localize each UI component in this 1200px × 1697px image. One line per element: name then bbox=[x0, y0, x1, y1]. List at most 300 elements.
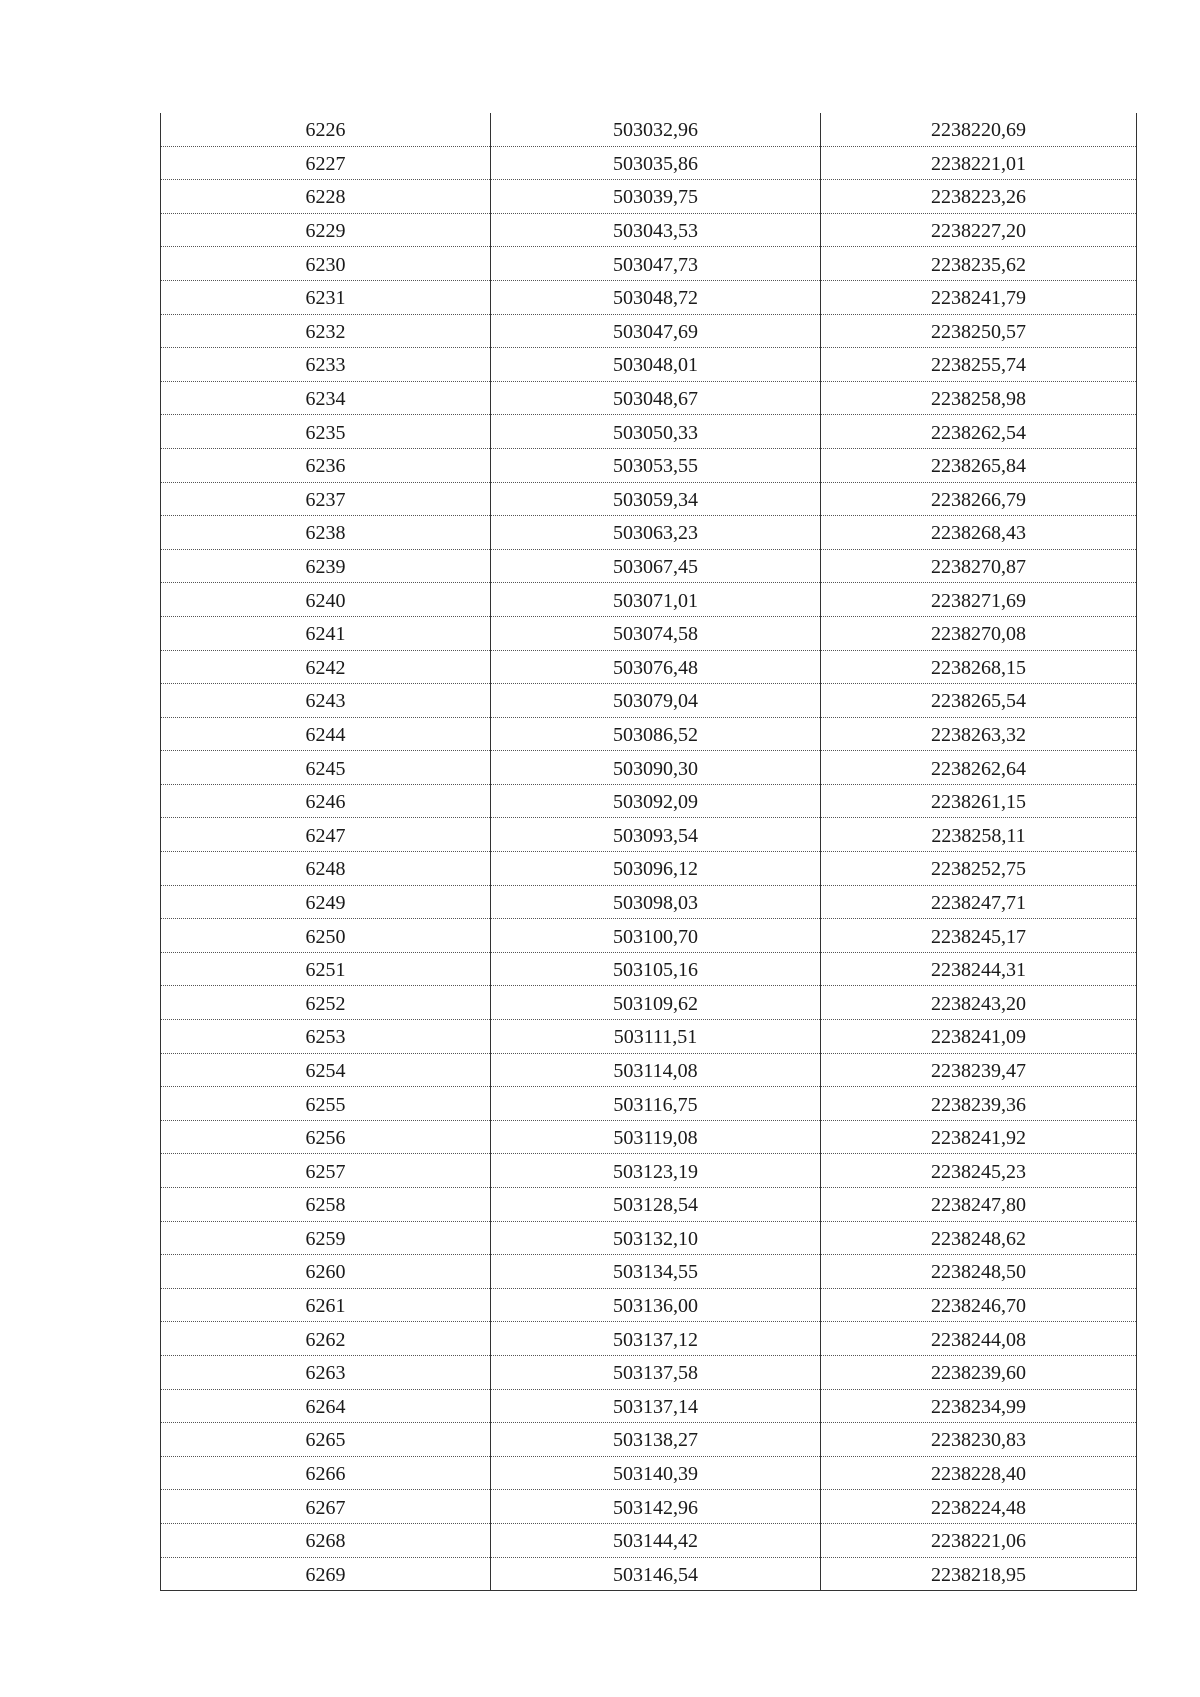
x-coordinate-cell bbox=[491, 818, 821, 852]
table-row bbox=[161, 1322, 1137, 1356]
y-coordinate-cell bbox=[821, 616, 1137, 650]
y-coordinate-value: 2238250,57 bbox=[931, 320, 1026, 343]
y-coordinate-value: 2238271,69 bbox=[931, 589, 1026, 612]
point-number-value: 6240 bbox=[305, 589, 346, 612]
x-coordinate-value: 503092,09 bbox=[613, 791, 698, 814]
point-number-cell bbox=[161, 516, 491, 550]
point-number-cell bbox=[161, 952, 491, 986]
y-coordinate-cell bbox=[821, 415, 1137, 449]
x-coordinate-cell bbox=[491, 1053, 821, 1087]
x-coordinate-cell bbox=[491, 1154, 821, 1188]
y-coordinate-value: 2238262,64 bbox=[931, 757, 1026, 780]
x-coordinate-cell bbox=[491, 381, 821, 415]
point-number-value: 6234 bbox=[305, 388, 346, 411]
x-coordinate-value: 503039,75 bbox=[613, 186, 698, 209]
y-coordinate-cell bbox=[821, 482, 1137, 516]
y-coordinate-value: 2238268,43 bbox=[931, 522, 1026, 545]
x-coordinate-cell bbox=[491, 616, 821, 650]
y-coordinate-cell bbox=[821, 717, 1137, 751]
x-coordinate-value: 503067,45 bbox=[613, 556, 698, 579]
y-coordinate-cell bbox=[821, 650, 1137, 684]
x-coordinate-cell bbox=[491, 213, 821, 247]
y-coordinate-cell bbox=[821, 1355, 1137, 1389]
point-number-cell bbox=[161, 146, 491, 180]
x-coordinate-cell bbox=[491, 1490, 821, 1524]
table-row bbox=[161, 549, 1137, 583]
y-coordinate-value: 2238230,83 bbox=[931, 1429, 1026, 1452]
x-coordinate-cell bbox=[491, 1087, 821, 1121]
y-coordinate-value: 2238262,54 bbox=[931, 421, 1026, 444]
y-coordinate-value: 2238235,62 bbox=[931, 253, 1026, 276]
point-number-cell bbox=[161, 1053, 491, 1087]
x-coordinate-cell bbox=[491, 1389, 821, 1423]
y-coordinate-cell bbox=[821, 1188, 1137, 1222]
point-number-value: 6229 bbox=[305, 220, 346, 243]
x-coordinate-cell bbox=[491, 113, 821, 146]
point-number-cell bbox=[161, 1322, 491, 1356]
y-coordinate-cell bbox=[821, 213, 1137, 247]
table-row bbox=[161, 1120, 1137, 1154]
y-coordinate-cell bbox=[821, 146, 1137, 180]
point-number-cell bbox=[161, 1221, 491, 1255]
y-coordinate-cell bbox=[821, 1456, 1137, 1490]
x-coordinate-value: 503048,01 bbox=[613, 354, 698, 377]
x-coordinate-value: 503128,54 bbox=[613, 1194, 698, 1217]
point-number-value: 6241 bbox=[305, 623, 346, 646]
x-coordinate-cell bbox=[491, 1288, 821, 1322]
point-number-cell bbox=[161, 1255, 491, 1289]
point-number-value: 6265 bbox=[305, 1429, 346, 1452]
x-coordinate-value: 503123,19 bbox=[613, 1160, 698, 1183]
point-number-cell bbox=[161, 180, 491, 214]
point-number-cell bbox=[161, 885, 491, 919]
point-number-value: 6250 bbox=[305, 925, 346, 948]
y-coordinate-cell bbox=[821, 314, 1137, 348]
point-number-value: 6237 bbox=[305, 488, 346, 511]
y-coordinate-cell bbox=[821, 549, 1137, 583]
table-row bbox=[161, 1557, 1137, 1591]
point-number-value: 6266 bbox=[305, 1463, 346, 1486]
y-coordinate-value: 2238218,95 bbox=[931, 1563, 1026, 1586]
x-coordinate-value: 503137,14 bbox=[613, 1395, 698, 1418]
point-number-cell bbox=[161, 1087, 491, 1121]
point-number-value: 6252 bbox=[305, 992, 346, 1015]
x-coordinate-cell bbox=[491, 852, 821, 886]
table-row bbox=[161, 684, 1137, 718]
table-row bbox=[161, 616, 1137, 650]
x-coordinate-value: 503047,73 bbox=[613, 253, 698, 276]
y-coordinate-cell bbox=[821, 1322, 1137, 1356]
x-coordinate-value: 503116,75 bbox=[613, 1093, 698, 1116]
table-row bbox=[161, 1255, 1137, 1289]
y-coordinate-value: 2238239,60 bbox=[931, 1362, 1026, 1385]
point-number-value: 6261 bbox=[305, 1295, 346, 1318]
coordinates-table-body bbox=[161, 113, 1137, 1591]
point-number-value: 6230 bbox=[305, 253, 346, 276]
point-number-value: 6267 bbox=[305, 1496, 346, 1519]
x-coordinate-cell bbox=[491, 180, 821, 214]
point-number-cell bbox=[161, 448, 491, 482]
x-coordinate-cell bbox=[491, 1355, 821, 1389]
y-coordinate-value: 2238248,62 bbox=[931, 1227, 1026, 1250]
table-row bbox=[161, 381, 1137, 415]
point-number-value: 6262 bbox=[305, 1328, 346, 1351]
x-coordinate-value: 503063,23 bbox=[613, 522, 698, 545]
x-coordinate-value: 503119,08 bbox=[613, 1127, 698, 1150]
point-number-cell bbox=[161, 247, 491, 281]
y-coordinate-value: 2238261,15 bbox=[931, 791, 1026, 814]
point-number-value: 6268 bbox=[305, 1530, 346, 1553]
x-coordinate-value: 503144,42 bbox=[613, 1530, 698, 1553]
point-number-cell bbox=[161, 852, 491, 886]
point-number-cell bbox=[161, 1120, 491, 1154]
table-row bbox=[161, 717, 1137, 751]
y-coordinate-value: 2238258,11 bbox=[931, 824, 1026, 847]
table-row bbox=[161, 415, 1137, 449]
y-coordinate-value: 2238266,79 bbox=[931, 488, 1026, 511]
x-coordinate-value: 503071,01 bbox=[613, 589, 698, 612]
y-coordinate-cell bbox=[821, 818, 1137, 852]
point-number-cell bbox=[161, 717, 491, 751]
x-coordinate-cell bbox=[491, 1020, 821, 1054]
y-coordinate-cell bbox=[821, 919, 1137, 953]
x-coordinate-value: 503114,08 bbox=[613, 1059, 698, 1082]
y-coordinate-value: 2238265,54 bbox=[931, 690, 1026, 713]
table-row bbox=[161, 146, 1137, 180]
x-coordinate-value: 503090,30 bbox=[613, 757, 698, 780]
y-coordinate-value: 2238258,98 bbox=[931, 388, 1026, 411]
y-coordinate-cell bbox=[821, 1389, 1137, 1423]
x-coordinate-value: 503053,55 bbox=[613, 455, 698, 478]
table-row bbox=[161, 818, 1137, 852]
x-coordinate-value: 503111,51 bbox=[613, 1026, 698, 1049]
x-coordinate-cell bbox=[491, 1523, 821, 1557]
x-coordinate-value: 503137,12 bbox=[613, 1328, 698, 1351]
table-row bbox=[161, 751, 1137, 785]
y-coordinate-value: 2238248,50 bbox=[931, 1261, 1026, 1284]
y-coordinate-cell bbox=[821, 684, 1137, 718]
table-row bbox=[161, 516, 1137, 550]
point-number-value: 6242 bbox=[305, 656, 346, 679]
y-coordinate-value: 2238268,15 bbox=[931, 656, 1026, 679]
y-coordinate-value: 2238246,70 bbox=[931, 1295, 1026, 1318]
point-number-value: 6232 bbox=[305, 320, 346, 343]
x-coordinate-cell bbox=[491, 247, 821, 281]
y-coordinate-cell bbox=[821, 885, 1137, 919]
table-row bbox=[161, 583, 1137, 617]
y-coordinate-value: 2238252,75 bbox=[931, 858, 1026, 881]
y-coordinate-cell bbox=[821, 1020, 1137, 1054]
y-coordinate-value: 2238224,48 bbox=[931, 1496, 1026, 1519]
y-coordinate-value: 2238247,80 bbox=[931, 1194, 1026, 1217]
point-number-cell bbox=[161, 1523, 491, 1557]
table-row bbox=[161, 314, 1137, 348]
x-coordinate-value: 503093,54 bbox=[613, 824, 698, 847]
x-coordinate-cell bbox=[491, 314, 821, 348]
x-coordinate-cell bbox=[491, 1423, 821, 1457]
x-coordinate-cell bbox=[491, 684, 821, 718]
point-number-value: 6228 bbox=[305, 186, 346, 209]
point-number-value: 6255 bbox=[305, 1093, 346, 1116]
x-coordinate-cell bbox=[491, 146, 821, 180]
y-coordinate-cell bbox=[821, 113, 1137, 146]
x-coordinate-value: 503134,55 bbox=[613, 1261, 698, 1284]
table-row bbox=[161, 247, 1137, 281]
x-coordinate-value: 503086,52 bbox=[613, 723, 698, 746]
x-coordinate-value: 503050,33 bbox=[613, 421, 698, 444]
y-coordinate-value: 2238265,84 bbox=[931, 455, 1026, 478]
point-number-value: 6235 bbox=[305, 421, 346, 444]
point-number-cell bbox=[161, 583, 491, 617]
point-number-value: 6251 bbox=[305, 959, 346, 982]
point-number-value: 6233 bbox=[305, 354, 346, 377]
y-coordinate-cell bbox=[821, 1288, 1137, 1322]
table-row bbox=[161, 1020, 1137, 1054]
x-coordinate-cell bbox=[491, 650, 821, 684]
x-coordinate-value: 503137,58 bbox=[613, 1362, 698, 1385]
y-coordinate-cell bbox=[821, 280, 1137, 314]
table-row bbox=[161, 784, 1137, 818]
point-number-cell bbox=[161, 1456, 491, 1490]
point-number-value: 6243 bbox=[305, 690, 346, 713]
x-coordinate-value: 503048,72 bbox=[613, 287, 698, 310]
y-coordinate-value: 2238270,08 bbox=[931, 623, 1026, 646]
x-coordinate-cell bbox=[491, 1120, 821, 1154]
y-coordinate-value: 2238239,47 bbox=[931, 1059, 1026, 1082]
x-coordinate-value: 503142,96 bbox=[613, 1496, 698, 1519]
y-coordinate-cell bbox=[821, 986, 1137, 1020]
table-row bbox=[161, 919, 1137, 953]
x-coordinate-value: 503138,27 bbox=[613, 1429, 698, 1452]
y-coordinate-cell bbox=[821, 1523, 1137, 1557]
table-row bbox=[161, 1188, 1137, 1222]
point-number-cell bbox=[161, 381, 491, 415]
table-row bbox=[161, 1154, 1137, 1188]
point-number-cell bbox=[161, 1154, 491, 1188]
y-coordinate-cell bbox=[821, 952, 1137, 986]
point-number-cell bbox=[161, 1288, 491, 1322]
point-number-cell bbox=[161, 1490, 491, 1524]
point-number-value: 6238 bbox=[305, 522, 346, 545]
y-coordinate-value: 2238221,01 bbox=[931, 152, 1026, 175]
x-coordinate-value: 503074,58 bbox=[613, 623, 698, 646]
table-row bbox=[161, 113, 1137, 146]
y-coordinate-cell bbox=[821, 247, 1137, 281]
table-row bbox=[161, 1389, 1137, 1423]
x-coordinate-cell bbox=[491, 1188, 821, 1222]
x-coordinate-cell bbox=[491, 885, 821, 919]
x-coordinate-cell bbox=[491, 448, 821, 482]
y-coordinate-cell bbox=[821, 1255, 1137, 1289]
point-number-cell bbox=[161, 1355, 491, 1389]
y-coordinate-value: 2238245,23 bbox=[931, 1160, 1026, 1183]
x-coordinate-value: 503109,62 bbox=[613, 992, 698, 1015]
point-number-cell bbox=[161, 684, 491, 718]
y-coordinate-cell bbox=[821, 1154, 1137, 1188]
table-row bbox=[161, 852, 1137, 886]
x-coordinate-value: 503047,69 bbox=[613, 320, 698, 343]
x-coordinate-cell bbox=[491, 415, 821, 449]
y-coordinate-value: 2238244,08 bbox=[931, 1328, 1026, 1351]
point-number-value: 6256 bbox=[305, 1127, 346, 1150]
x-coordinate-value: 503146,54 bbox=[613, 1563, 698, 1586]
table-row bbox=[161, 180, 1137, 214]
point-number-value: 6236 bbox=[305, 455, 346, 478]
y-coordinate-value: 2238223,26 bbox=[931, 186, 1026, 209]
y-coordinate-value: 2238221,06 bbox=[931, 1530, 1026, 1553]
table-row bbox=[161, 1523, 1137, 1557]
x-coordinate-value: 503096,12 bbox=[613, 858, 698, 881]
x-coordinate-value: 503048,67 bbox=[613, 388, 698, 411]
y-coordinate-cell bbox=[821, 1490, 1137, 1524]
x-coordinate-cell bbox=[491, 482, 821, 516]
point-number-cell bbox=[161, 482, 491, 516]
point-number-value: 6254 bbox=[305, 1059, 346, 1082]
y-coordinate-value: 2238227,20 bbox=[931, 220, 1026, 243]
x-coordinate-value: 503079,04 bbox=[613, 690, 698, 713]
x-coordinate-cell bbox=[491, 1221, 821, 1255]
table-row bbox=[161, 482, 1137, 516]
x-coordinate-value: 503140,39 bbox=[613, 1463, 698, 1486]
y-coordinate-cell bbox=[821, 381, 1137, 415]
y-coordinate-cell bbox=[821, 448, 1137, 482]
y-coordinate-value: 2238234,99 bbox=[931, 1395, 1026, 1418]
x-coordinate-cell bbox=[491, 1322, 821, 1356]
point-number-value: 6269 bbox=[305, 1563, 346, 1586]
x-coordinate-value: 503098,03 bbox=[613, 891, 698, 914]
x-coordinate-cell bbox=[491, 919, 821, 953]
point-number-cell bbox=[161, 919, 491, 953]
point-number-value: 6226 bbox=[305, 119, 346, 142]
y-coordinate-cell bbox=[821, 583, 1137, 617]
y-coordinate-cell bbox=[821, 852, 1137, 886]
y-coordinate-cell bbox=[821, 1221, 1137, 1255]
y-coordinate-value: 2238245,17 bbox=[931, 925, 1026, 948]
x-coordinate-value: 503136,00 bbox=[613, 1295, 698, 1318]
table-row bbox=[161, 952, 1137, 986]
point-number-value: 6244 bbox=[305, 723, 346, 746]
y-coordinate-value: 2238241,92 bbox=[931, 1127, 1026, 1150]
point-number-cell bbox=[161, 751, 491, 785]
x-coordinate-cell bbox=[491, 549, 821, 583]
y-coordinate-value: 2238241,09 bbox=[931, 1026, 1026, 1049]
point-number-cell bbox=[161, 549, 491, 583]
y-coordinate-cell bbox=[821, 1423, 1137, 1457]
point-number-cell bbox=[161, 616, 491, 650]
x-coordinate-cell bbox=[491, 583, 821, 617]
y-coordinate-cell bbox=[821, 1087, 1137, 1121]
point-number-cell bbox=[161, 213, 491, 247]
y-coordinate-value: 2238220,69 bbox=[931, 119, 1026, 142]
table-row bbox=[161, 885, 1137, 919]
y-coordinate-cell bbox=[821, 784, 1137, 818]
point-number-cell bbox=[161, 314, 491, 348]
point-number-cell bbox=[161, 986, 491, 1020]
x-coordinate-cell bbox=[491, 280, 821, 314]
table-row bbox=[161, 448, 1137, 482]
x-coordinate-value: 503076,48 bbox=[613, 656, 698, 679]
x-coordinate-cell bbox=[491, 1557, 821, 1591]
x-coordinate-cell bbox=[491, 516, 821, 550]
x-coordinate-cell bbox=[491, 717, 821, 751]
table-row bbox=[161, 986, 1137, 1020]
x-coordinate-value: 503032,96 bbox=[613, 119, 698, 142]
y-coordinate-cell bbox=[821, 180, 1137, 214]
y-coordinate-value: 2238241,79 bbox=[931, 287, 1026, 310]
point-number-value: 6257 bbox=[305, 1160, 346, 1183]
point-number-cell bbox=[161, 1423, 491, 1457]
point-number-cell bbox=[161, 1020, 491, 1054]
point-number-cell bbox=[161, 280, 491, 314]
point-number-cell bbox=[161, 784, 491, 818]
y-coordinate-cell bbox=[821, 751, 1137, 785]
x-coordinate-cell bbox=[491, 952, 821, 986]
point-number-value: 6247 bbox=[305, 824, 346, 847]
table-row bbox=[161, 1288, 1137, 1322]
table-row bbox=[161, 1423, 1137, 1457]
y-coordinate-cell bbox=[821, 348, 1137, 382]
table-row bbox=[161, 1456, 1137, 1490]
x-coordinate-cell bbox=[491, 1456, 821, 1490]
point-number-cell bbox=[161, 650, 491, 684]
x-coordinate-value: 503059,34 bbox=[613, 488, 698, 511]
point-number-cell bbox=[161, 348, 491, 382]
x-coordinate-value: 503100,70 bbox=[613, 925, 698, 948]
table-row bbox=[161, 1221, 1137, 1255]
point-number-value: 6253 bbox=[305, 1026, 346, 1049]
y-coordinate-cell bbox=[821, 1053, 1137, 1087]
x-coordinate-value: 503105,16 bbox=[613, 959, 698, 982]
y-coordinate-value: 2238247,71 bbox=[931, 891, 1026, 914]
point-number-cell bbox=[161, 818, 491, 852]
table-row bbox=[161, 1053, 1137, 1087]
table-row bbox=[161, 348, 1137, 382]
table-row bbox=[161, 1490, 1137, 1524]
y-coordinate-value: 2238228,40 bbox=[931, 1463, 1026, 1486]
x-coordinate-value: 503132,10 bbox=[613, 1227, 698, 1250]
table-row bbox=[161, 213, 1137, 247]
x-coordinate-cell bbox=[491, 784, 821, 818]
y-coordinate-value: 2238243,20 bbox=[931, 992, 1026, 1015]
x-coordinate-cell bbox=[491, 751, 821, 785]
table-row bbox=[161, 650, 1137, 684]
x-coordinate-value: 503043,53 bbox=[613, 220, 698, 243]
point-number-value: 6259 bbox=[305, 1227, 346, 1250]
x-coordinate-cell bbox=[491, 986, 821, 1020]
point-number-value: 6231 bbox=[305, 287, 346, 310]
point-number-cell bbox=[161, 415, 491, 449]
y-coordinate-cell bbox=[821, 1557, 1137, 1591]
point-number-value: 6258 bbox=[305, 1194, 346, 1217]
y-coordinate-cell bbox=[821, 516, 1137, 550]
table-row bbox=[161, 1355, 1137, 1389]
y-coordinate-value: 2238239,36 bbox=[931, 1093, 1026, 1116]
table-row bbox=[161, 1087, 1137, 1121]
point-number-cell bbox=[161, 1557, 491, 1591]
point-number-value: 6248 bbox=[305, 858, 346, 881]
coordinates-table bbox=[160, 113, 1137, 1591]
point-number-value: 6227 bbox=[305, 152, 346, 175]
y-coordinate-value: 2238270,87 bbox=[931, 556, 1026, 579]
point-number-value: 6246 bbox=[305, 791, 346, 814]
table-row bbox=[161, 280, 1137, 314]
point-number-value: 6260 bbox=[305, 1261, 346, 1284]
x-coordinate-value: 503035,86 bbox=[613, 152, 698, 175]
y-coordinate-cell bbox=[821, 1120, 1137, 1154]
point-number-cell bbox=[161, 1188, 491, 1222]
y-coordinate-value: 2238255,74 bbox=[931, 354, 1026, 377]
y-coordinate-value: 2238244,31 bbox=[931, 959, 1026, 982]
